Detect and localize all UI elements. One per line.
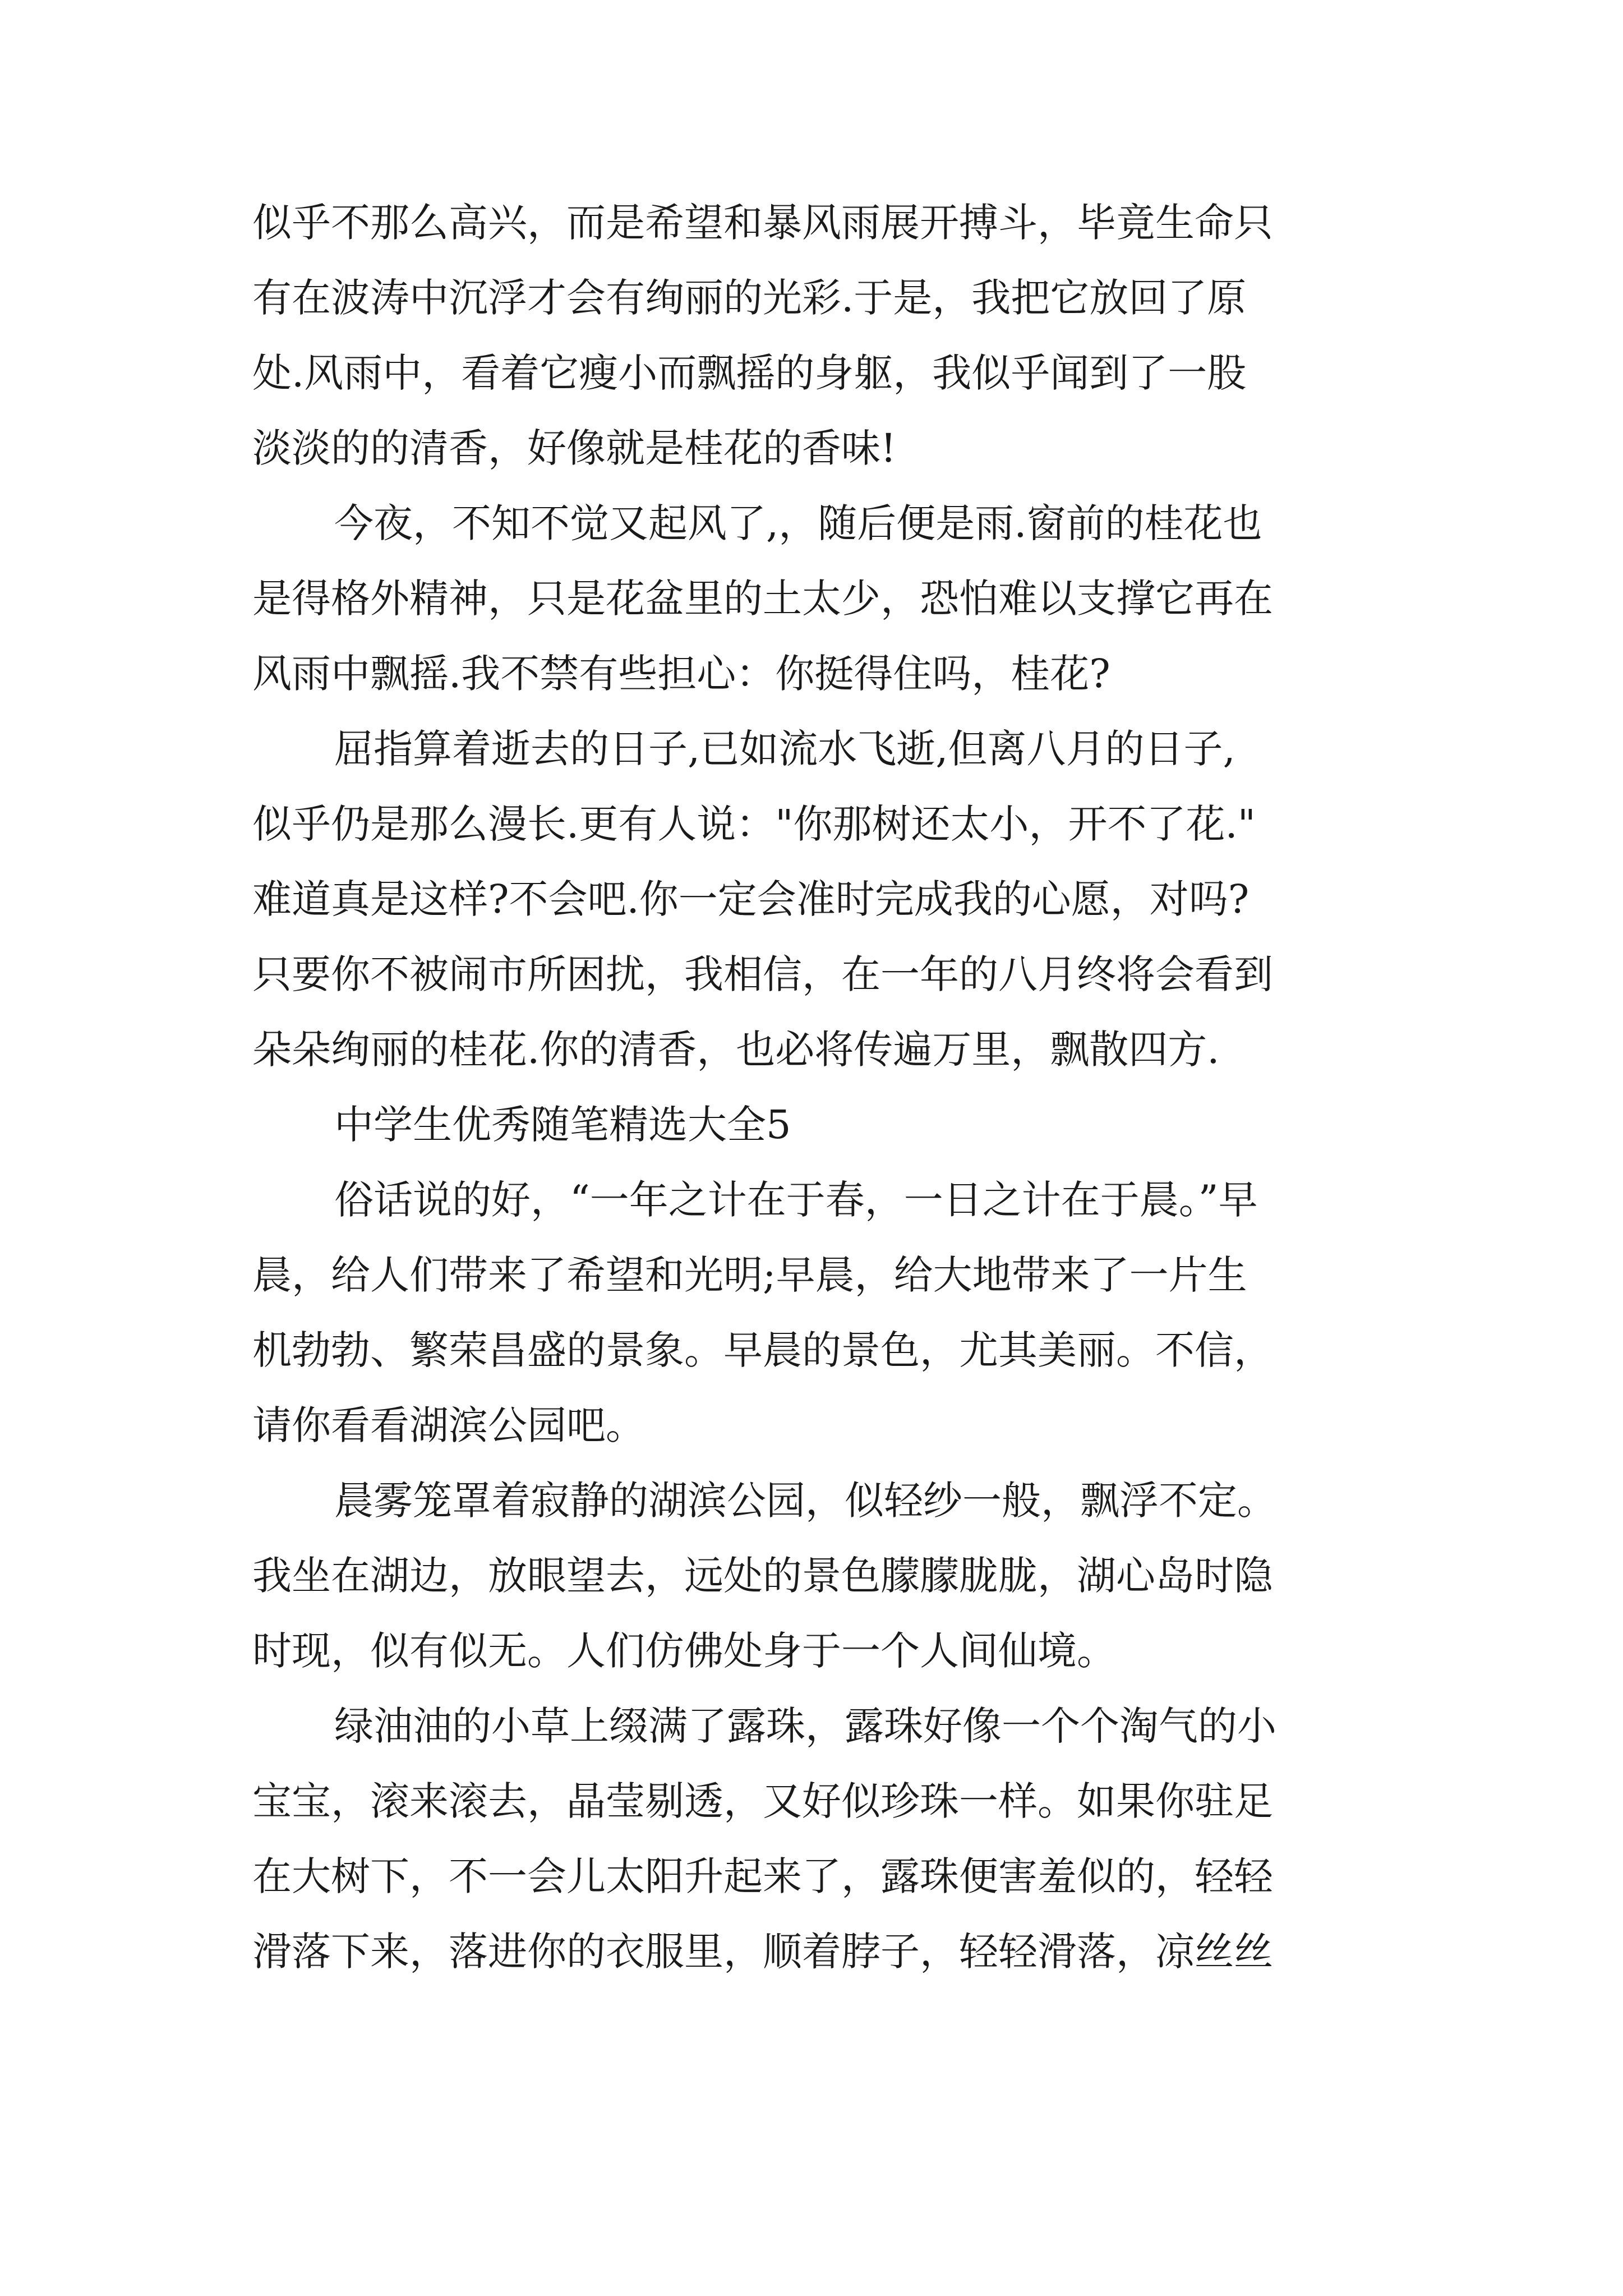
paragraph-first-line: 中学生优秀随笔精选大全5 <box>334 1102 791 1148</box>
paragraph-first-line: 绿油油的小草上缀满了露珠，露珠好像一个个淘气的小 <box>334 1703 1276 1749</box>
text-line: 有在波涛中沉浮才会有绚丽的光彩.于是，我把它放回了原 <box>252 275 1247 321</box>
text-line: 处.风雨中，看着它瘦小而飘摇的身躯，我似乎闻到了一股 <box>252 350 1247 396</box>
paragraph-first-line: 今夜，不知不觉又起风了,，随后便是雨.窗前的桂花也 <box>334 500 1262 546</box>
text-line: 似乎仍是那么漫长.更有人说："你那树还太小，开不了花." <box>252 801 1256 847</box>
text-line: 难道真是这样?不会吧.你一定会准时完成我的心愿，对吗? <box>252 876 1249 922</box>
text-line: 似乎不那么高兴，而是希望和暴风雨展开搏斗，毕竟生命只 <box>252 200 1273 246</box>
text-line: 时现，似有似无。人们仿佛处身于一个人间仙境。 <box>252 1628 1116 1674</box>
text-line: 滑落下来，落进你的衣服里，顺着脖子，轻轻滑落，凉丝丝 <box>252 1929 1273 1975</box>
paragraph-first-line: 俗话说的好，“一年之计在于春，一日之计在于晨。”早 <box>334 1177 1258 1223</box>
text-line: 只要你不被闹市所困扰，我相信，在一年的八月终将会看到 <box>252 951 1273 997</box>
text-line: 淡淡的的清香，好像就是桂花的香味! <box>252 425 897 471</box>
text-line: 请你看看湖滨公园吧。 <box>252 1402 645 1448</box>
paragraph-first-line: 屈指算着逝去的日子,已如流水飞逝,但离八月的日子, <box>334 726 1235 772</box>
paragraph-first-line: 晨雾笼罩着寂静的湖滨公园，似轻纱一般，飘浮不定。 <box>334 1478 1276 1524</box>
text-line: 在大树下，不一会儿太阳升起来了，露珠便害羞似的，轻轻 <box>252 1853 1273 1899</box>
text-line: 宝宝，滚来滚去，晶莹剔透，又好似珍珠一样。如果你驻足 <box>252 1778 1273 1824</box>
body-text <box>252 185 1374 1989</box>
text-line: 风雨中飘摇.我不禁有些担心：你挺得住吗，桂花? <box>252 651 1110 697</box>
text-line: 朵朵绚丽的桂花.你的清香，也必将传遍万里，飘散四方. <box>252 1027 1220 1073</box>
text-line: 晨，给人们带来了希望和光明;早晨，给大地带来了一片生 <box>252 1252 1247 1298</box>
text-line: 是得格外精神，只是花盆里的土太少，恐怕难以支撑它再在 <box>252 576 1273 622</box>
text-line: 机勃勃、繁荣昌盛的景象。早晨的景色，尤其美丽。不信， <box>252 1327 1273 1373</box>
text-line: 我坐在湖边，放眼望去，远处的景色朦朦胧胧，湖心岛时隐 <box>252 1553 1273 1599</box>
